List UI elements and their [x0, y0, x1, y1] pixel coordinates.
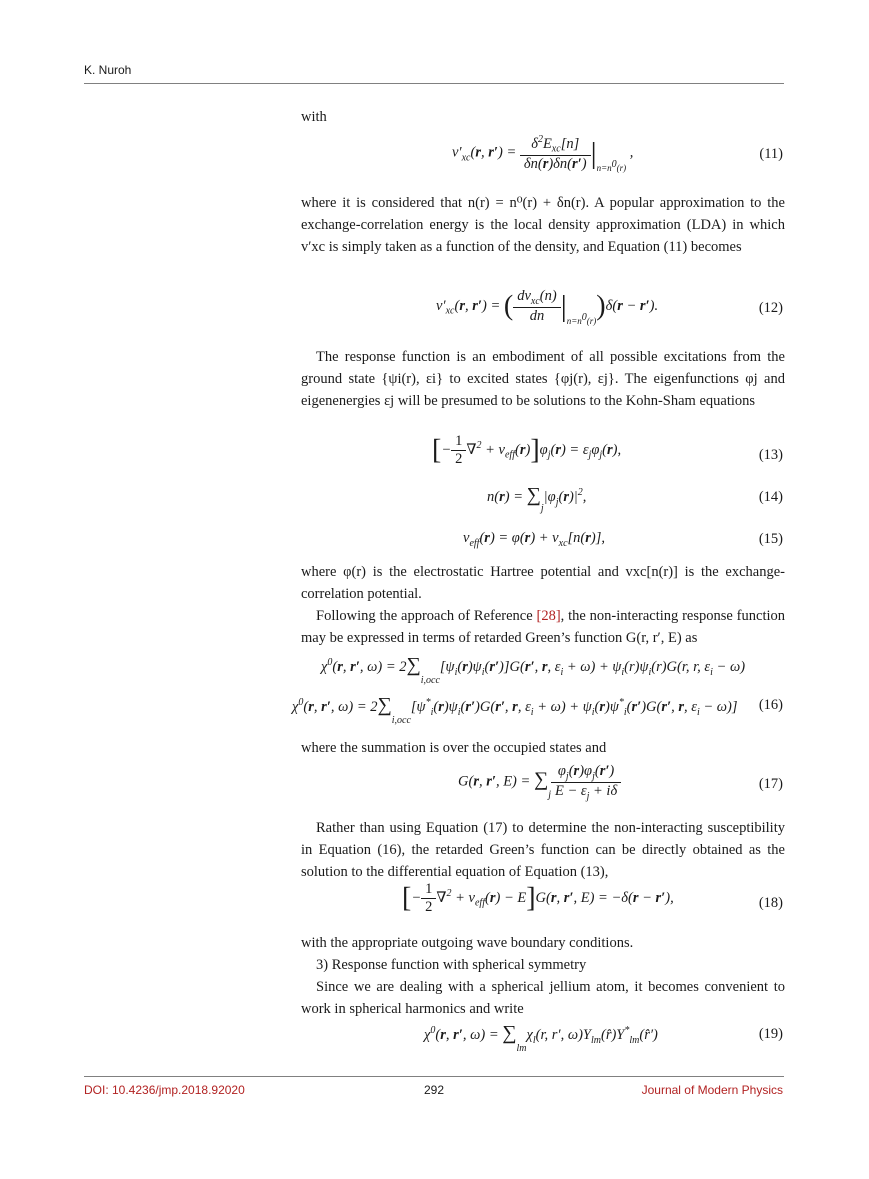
text-spherical: Since we are dealing with a spherical jellium atom, it becomes convenient to work in spherical harmonics and write [301, 979, 785, 1017]
text-summation: where the summation is over the occupied states and [301, 740, 607, 756]
text-response-function: The response function is an embodiment of all possible excitations from the ground state {ψi(r), εi} to excited states {φj(r), εj}. The eigenfunctions φj and eigenenergies εj will be presumed to be solutions to the Kohn-Sham equations [301, 349, 785, 409]
equation-13: [− $\frac{1}{2}$ $\nabla^2 + v_{eff}(r)]\varphi_j(r) = \varepsilon_j\varphi_j(r)$, [432, 433, 622, 467]
text-following-b: , the non-interacting response function may be expressed in terms of retarded Green’s function G(r, r′, E) as [301, 608, 785, 646]
reference-28-link[interactable]: [28] [536, 608, 561, 624]
equation-19: $\chi^0(r$, r′, $\omega) = \sum_{lm}\chi_l(r$, r′, $\omega)Y_{lm}(r̂)Y^*_{lm}(r̂')$ [424, 1022, 658, 1054]
eq-number-11: (11) [759, 146, 783, 162]
equation-12: $v'_{xc}(r$, r′) = ( $\frac{dv_{xc}(n)}{dn}$ $|_{n=n^0(r)})\delta(r - r')$. [436, 288, 659, 326]
equation-11: $v'_{xc}(r$, r′) = $\frac{\delta^2E_{xc}[n]}{\delta n(r)\delta n(r')}$ $|_{n=n^0(r)}$ , [452, 134, 634, 173]
text-hartree: where φ(r) is the electrostatic Hartree potential and vxc[n(r)] is the exchange-correlation potential. [301, 564, 785, 602]
text-rather-than: Rather than using Equation (17) to determine the non-interacting susceptibility in Equation (16), the retarded Green’s function can be directly obtained as the solution to the differential equation of Equation (13), [301, 820, 785, 880]
text-following [301, 605, 785, 649]
eq-number-12: (12) [758, 300, 783, 316]
equation-14: $n(r) = \sum_j|\varphi_j(r)|^2$, [487, 484, 587, 514]
header-rule [84, 83, 784, 84]
eq-number-17: (17) [758, 776, 783, 792]
equation-17: G(r, r′, $E) = \sum_j$ $\frac{\varphi_j(r)\varphi_j(r')}{E - \varepsilon_j + i\delta}$ [458, 763, 621, 802]
eq-number-19: (19) [758, 1026, 783, 1042]
eq-number-13: (13) [758, 447, 783, 463]
eq-number-16: (16) [758, 697, 783, 713]
eq-number-14: (14) [758, 489, 783, 505]
equation-15: $v_{eff}(r) = \varphi(r) + v_{xc}[n(r)]$, [463, 530, 606, 549]
text-following-a: Following the approach of Reference [316, 608, 537, 624]
eq-number-18: (18) [758, 895, 783, 911]
footer-page-number: 292 [424, 1083, 445, 1097]
footer-doi-link[interactable]: DOI: 10.4236/jmp.2018.92020 [84, 1083, 245, 1097]
subsection-heading: 3) Response function with spherical symmetry [316, 957, 587, 973]
footer-rule [84, 1076, 784, 1077]
footer-journal-link[interactable]: Journal of Modern Physics [641, 1083, 783, 1097]
eq-number-15: (15) [758, 531, 783, 547]
equation-16: $\chi^0(r$, r′, $\omega) = 2\sum_{i,occ}[\psi^*_i(r)\psi_i(r')G(r'$, r, $\varepsilon_i + \omega) + \psi_i(r)\psi^*_i(r')G(r'$, r, $\varepsilon_i - \omega$)] [292, 694, 738, 726]
text-boundary: with the appropriate outgoing wave boundary conditions. [301, 935, 634, 951]
text-with: with [301, 109, 327, 125]
text-lda: where it is considered that n(r) = n⁰(r) + δn(r). A popular approximation to the exchange-correlation energy is the local density approximation (LDA) in which v′xc is simply taken as a function of the density, and Equation (11) becomes [301, 195, 785, 255]
equation-18: [− $\frac{1}{2}$ $\nabla^2 + v_{eff}(r) - E]G(r$, r′, E) = −δ(r − r′), [402, 881, 674, 915]
running-header-author: K. Nuroh [84, 63, 132, 77]
equation-chi0-unnumbered: $\chi^0(r$, r′, $\omega) = 2\sum_{i,occ}[\psi_i(r)\psi_i(r')]G(r'$, r, $\varepsilon_i + \omega) + \psi_i(r)\psi_i(r)G(r$, r, $\varepsilon_i - \omega$) [321, 654, 746, 686]
